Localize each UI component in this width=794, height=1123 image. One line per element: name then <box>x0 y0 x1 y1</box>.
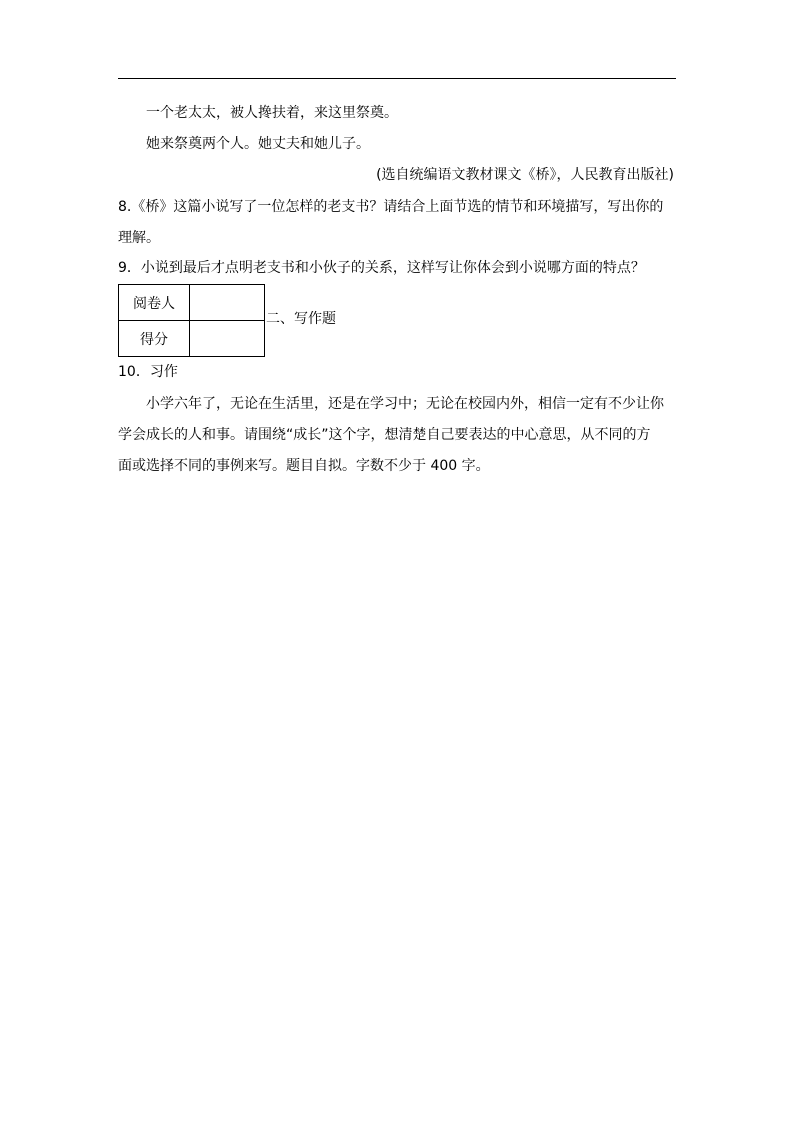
score-label: 得分 <box>119 321 190 357</box>
score-table-row <box>119 321 265 357</box>
question-8-line-2: 理解。 <box>118 230 160 246</box>
story-line-1: 一个老太太，被人搀扶着，来这里祭奠。 <box>146 105 398 121</box>
score-table <box>118 284 265 357</box>
question-10-label: 10．习作 <box>118 364 178 380</box>
header-rule <box>118 78 676 79</box>
score-table-row <box>119 285 265 321</box>
question-8-line-1: 8.《桥》这篇小说写了一位怎样的老支书？请结合上面节选的情节和环境描写，写出你的 <box>118 199 664 215</box>
reviewer-label: 阅卷人 <box>119 285 190 321</box>
question-9: 9．小说到最后才点明老支书和小伙子的关系，这样写让你体会到小说哪方面的特点？ <box>118 260 645 276</box>
story-source: (选自统编语文教材课文《桥》，人民教育出版社) <box>376 167 674 183</box>
question-10-paragraph-line-2: 学会成长的人和事。请围绕“成长”这个字，想清楚自己要表达的中心意思，从不同的方 <box>118 427 651 443</box>
question-10-paragraph-line-1: 小学六年了，无论在生活里，还是在学习中；无论在校园内外，相信一定有不少让你 <box>146 396 664 412</box>
question-10-paragraph-line-3: 面或选择不同的事例来写。题目自拟。字数不少于 400 字。 <box>118 458 490 474</box>
reviewer-value-cell[interactable] <box>190 285 265 321</box>
score-value-cell[interactable] <box>190 321 265 357</box>
section-title: 二、写作题 <box>266 311 336 327</box>
story-line-2: 她来祭奠两个人。她丈夫和她儿子。 <box>146 136 370 152</box>
